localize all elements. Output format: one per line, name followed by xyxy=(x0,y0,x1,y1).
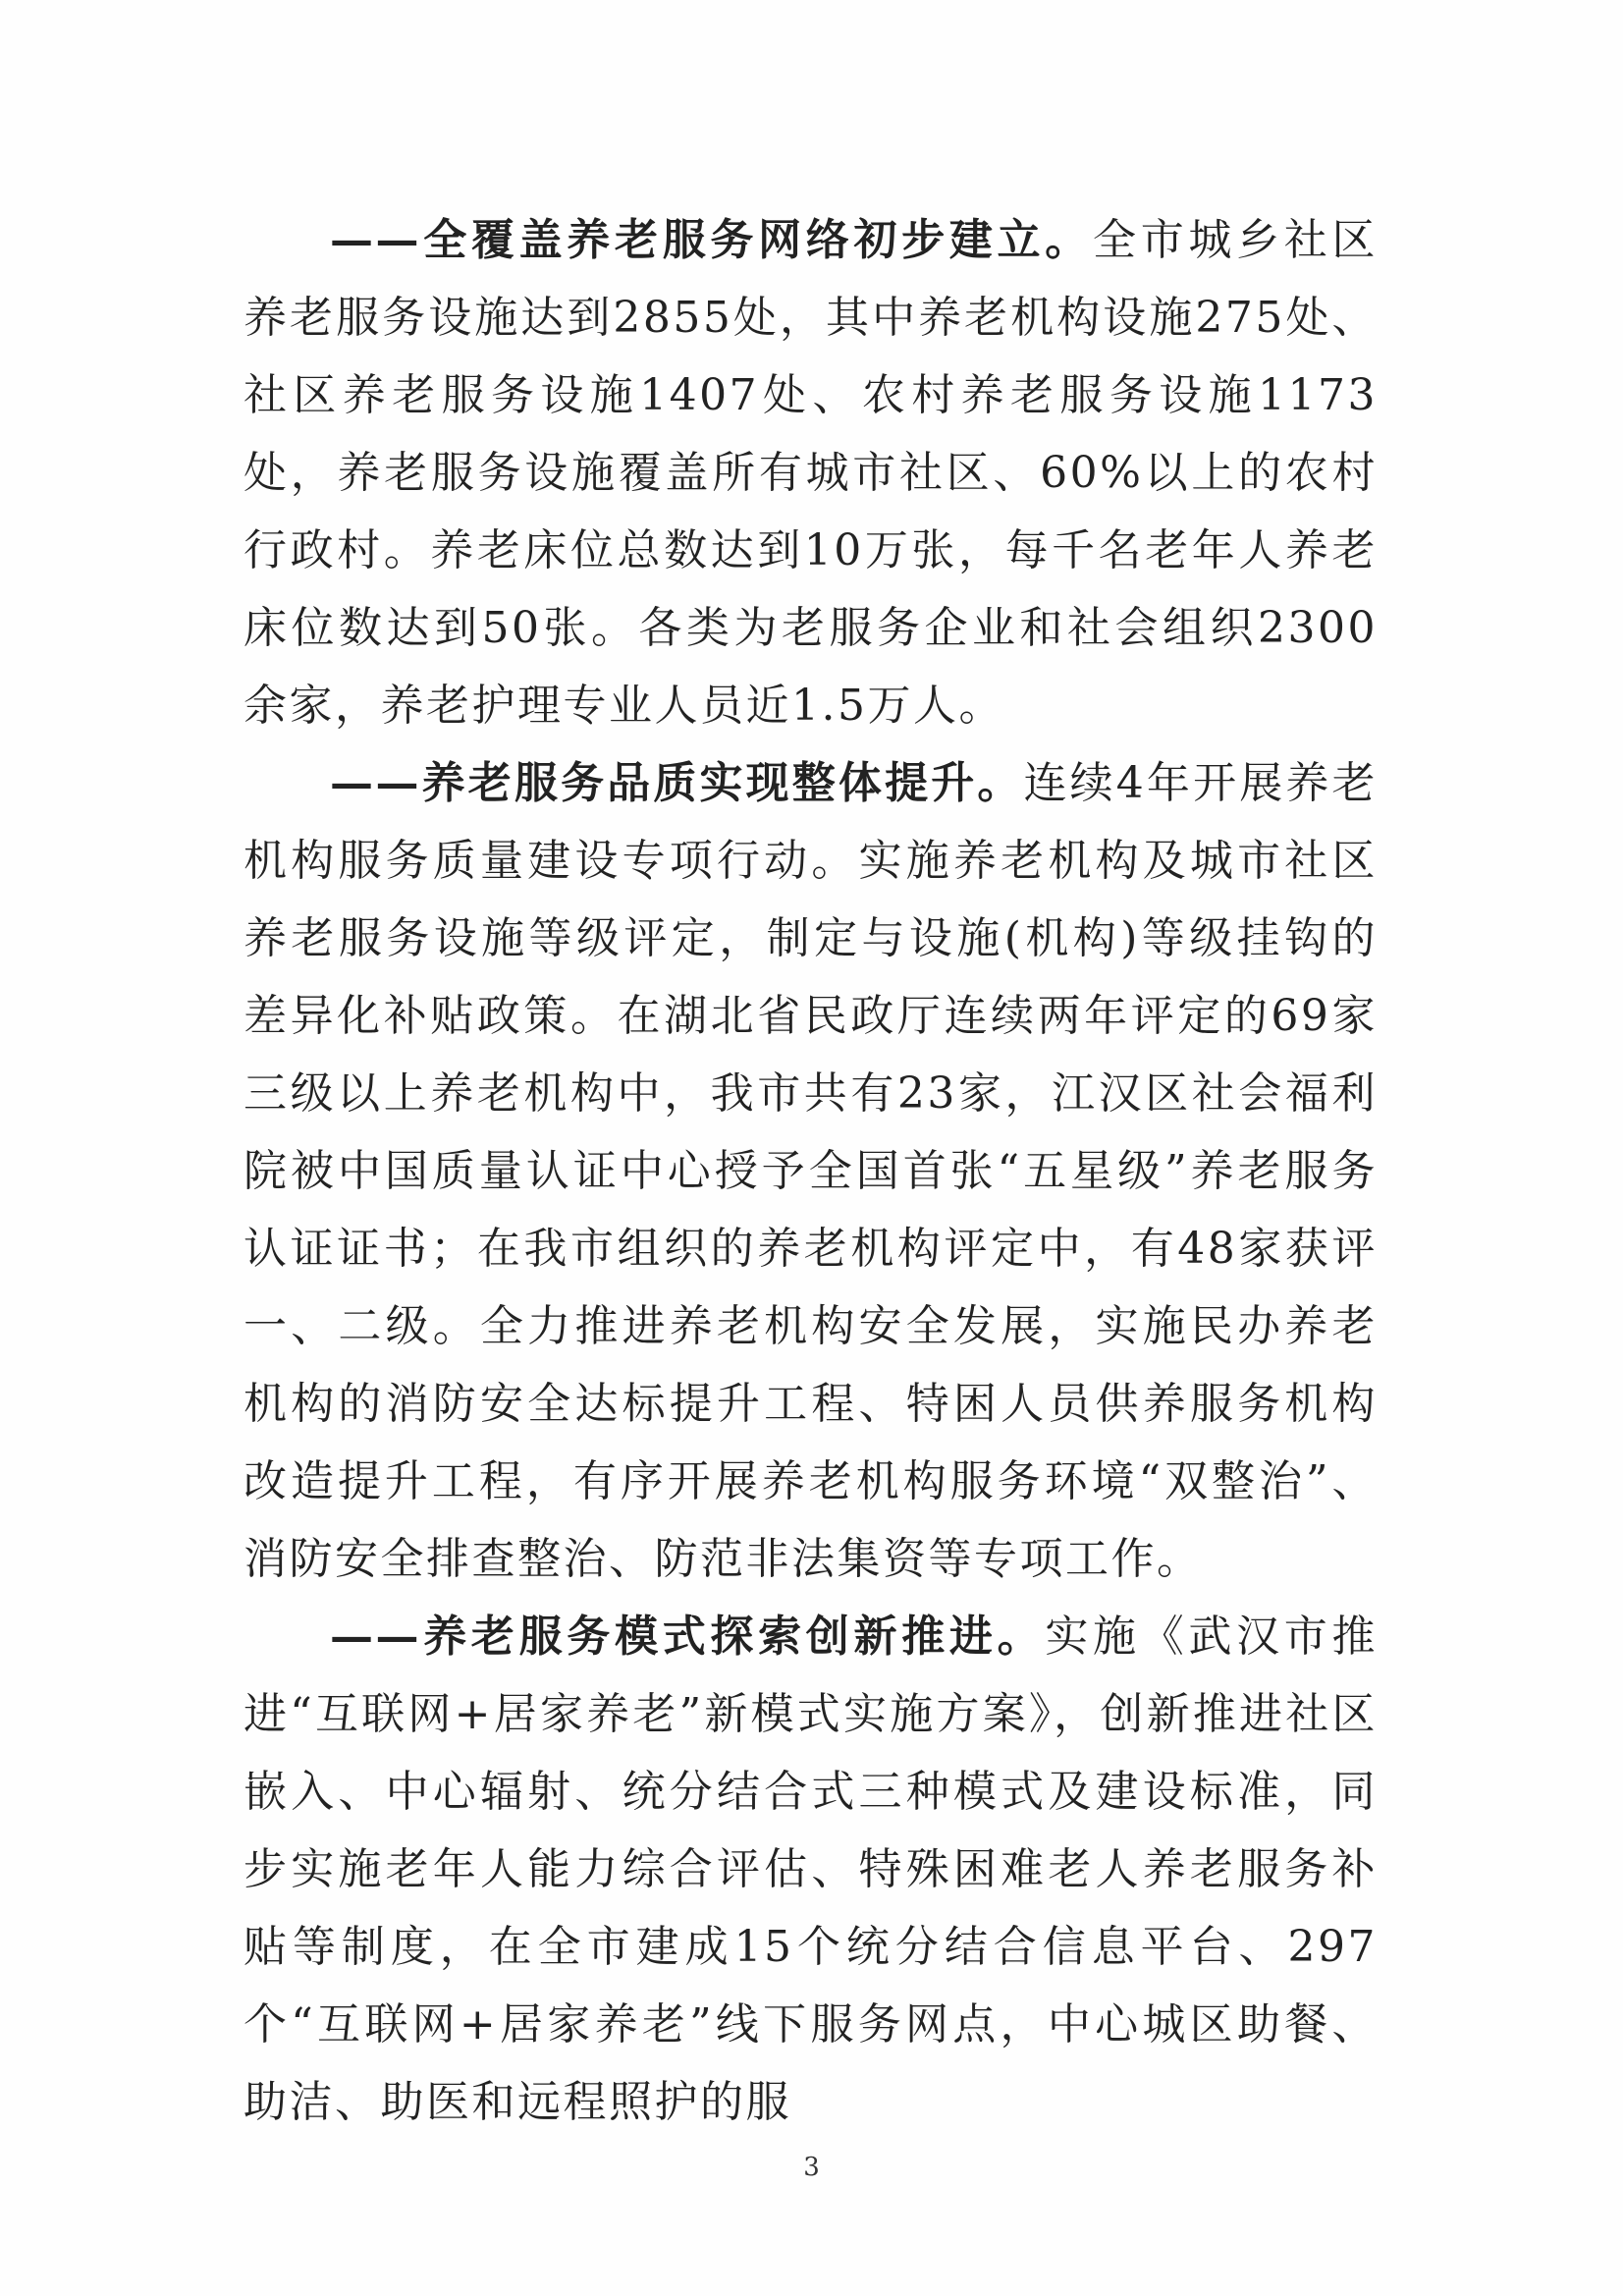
paragraph-service-model xyxy=(243,1598,1378,2141)
paragraph-heading: ——养老服务品质实现整体提升。 xyxy=(330,758,1024,808)
paragraph-body: 全市城乡社区养老服务设施达到2855处，其中养老机构设施275处、社区养老服务设施1407处、农村养老服务设施1173处，养老服务设施覆盖所有城市社区、60%以上的农村行政村。养老床位总数达到10万张，每千名老年人养老床位数达到50张。各类为老服务企业和社会组织2300余家，养老护理专业人员近1.5万人。 xyxy=(243,215,1378,731)
paragraph-body: 实施《武汉市推进“互联网+居家养老”新模式实施方案》，创新推进社区嵌入、中心辐射、统分结合式三种模式及建设标准，同步实施老年人能力综合评估、特殊困难老人养老服务补贴等制度，在全市建成15个统分结合信息平台、297个“互联网+居家养老”线下服务网点，中心城区助餐、助洁、助医和远程照护的服 xyxy=(243,1612,1379,2127)
body-text xyxy=(243,201,1378,2141)
paragraph-heading: ——全覆盖养老服务网络初步建立。 xyxy=(330,215,1093,265)
paragraph-body: 连续4年开展养老机构服务质量建设专项行动。实施养老机构及城市社区养老服务设施等级评定，制定与设施(机构)等级挂钩的差异化补贴政策。在湖北省民政厅连续两年评定的69家三级以上养老机构中，我市共有23家，江汉区社会福利院被中国质量认证中心授予全国首张“五星级”养老服务认证证书；在我市组织的养老机构评定中，有48家获评一、二级。全力推进养老机构安全发展，实施民办养老机构的消防安全达标提升工程、特困人员供养服务机构改造提升工程，有序开展养老机构服务环境“双整治”、消防安全排查整治、防范非法集资等专项工作。 xyxy=(243,758,1378,1584)
paragraph-service-quality xyxy=(243,744,1378,1598)
paragraph-heading: ——养老服务模式探索创新推进。 xyxy=(330,1612,1046,1662)
paragraph-elderly-care-network xyxy=(243,201,1378,744)
page-number: 3 xyxy=(803,2153,820,2182)
